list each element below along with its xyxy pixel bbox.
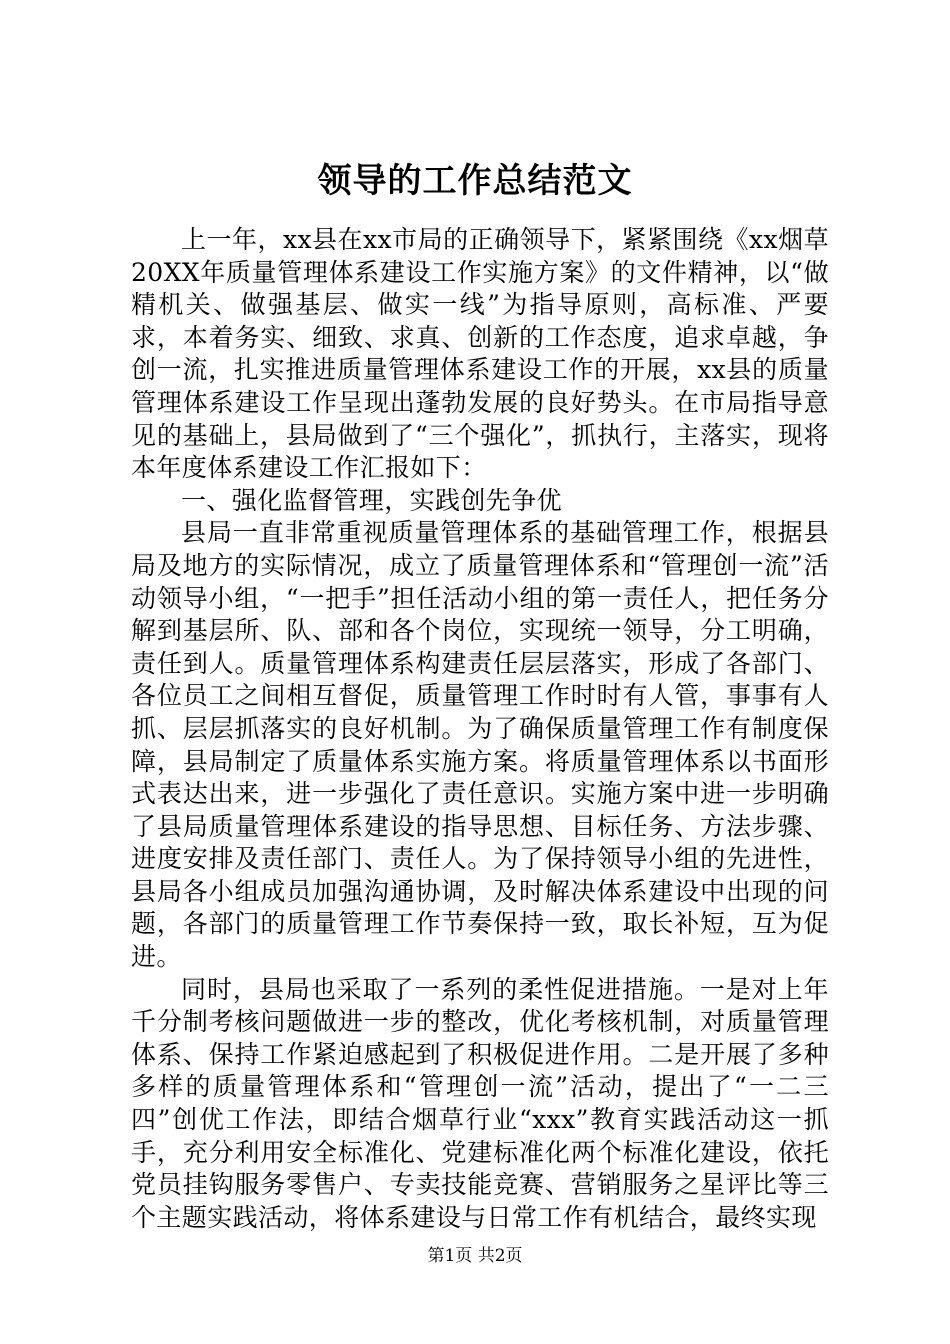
paragraph-measures: 同时，县局也采取了一系列的柔性促进措施。一是对上年千分制考核问题做进一步的整改，优化考核机制，对质量管理体系、保持工作紧迫感起到了积极促进作用。二是开展了多种多样的质量管理体系和“管理创一流”活动，提出了“一二三四”创优工作法，即结合烟草行业“xxx”教育实践活动这一抓手，充分利用安全标准化、党建标准化两个标准化建设，依托党员挂钩服务零售户、专卖技能竞赛、营销服务之星评比等三个主题实践活动，将体系建设与日常工作有机结合，最终实现 [131,974,829,1232]
paragraph-supervision: 县局一直非常重视质量管理体系的基础管理工作，根据县局及地方的实际情况，成立了质量管理体系和“管理创一流”活动领导小组，“一把手”担任活动小组的第一责任人，把任务分解到基层所、队、部和各个岗位，实现统一领导，分工明确，责任到人。质量管理体系构建责任层层落实，形成了各部门、各位员工之间相互督促，质量管理工作时时有人管，事事有人抓、层层抓落实的良好机制。为了确保质量管理工作有制度保障，县局制定了质量体系实施方案。将质量管理体系以书面形式表达出来，进一步强化了责任意识。实施方案中进一步明确了县局质量管理体系建设的指导思想、目标任务、方法步骤、进度安排及责任部门、责任人。为了保持领导小组的先进性，县局各小组成员加强沟通协调，及时解决体系建设中出现的问题，各部门的质量管理工作节奏保持一致，取长补短，互为促进。 [131,518,829,972]
document-body [131,224,829,1234]
page-footer [0,1244,950,1268]
page-total: 共2页 [477,1246,523,1266]
section-heading-1: 一、强化监督管理，实践创先争优 [181,485,563,515]
document-title: 领导的工作总结范文 [317,161,633,201]
page-number: 第1页 [427,1246,473,1266]
paragraph-intro: 上一年，xx县在xx市局的正确领导下，紧紧围绕《xx烟草20XX年质量管理体系建设工作实施方案》的文件精神，以“做精机关、做强基层、做实一线”为指导原则，高标准、严要求，本着务实、细致、求真、创新的工作态度，追求卓越，争创一流，扎实推进质量管理体系建设工作的开展，xx县的质量管理体系建设工作呈现出蓬勃发展的良好势头。在市局指导意见的基础上，县局做到了“三个强化”，抓执行，主落实，现将本年度体系建设工作汇报如下： [131,225,829,483]
